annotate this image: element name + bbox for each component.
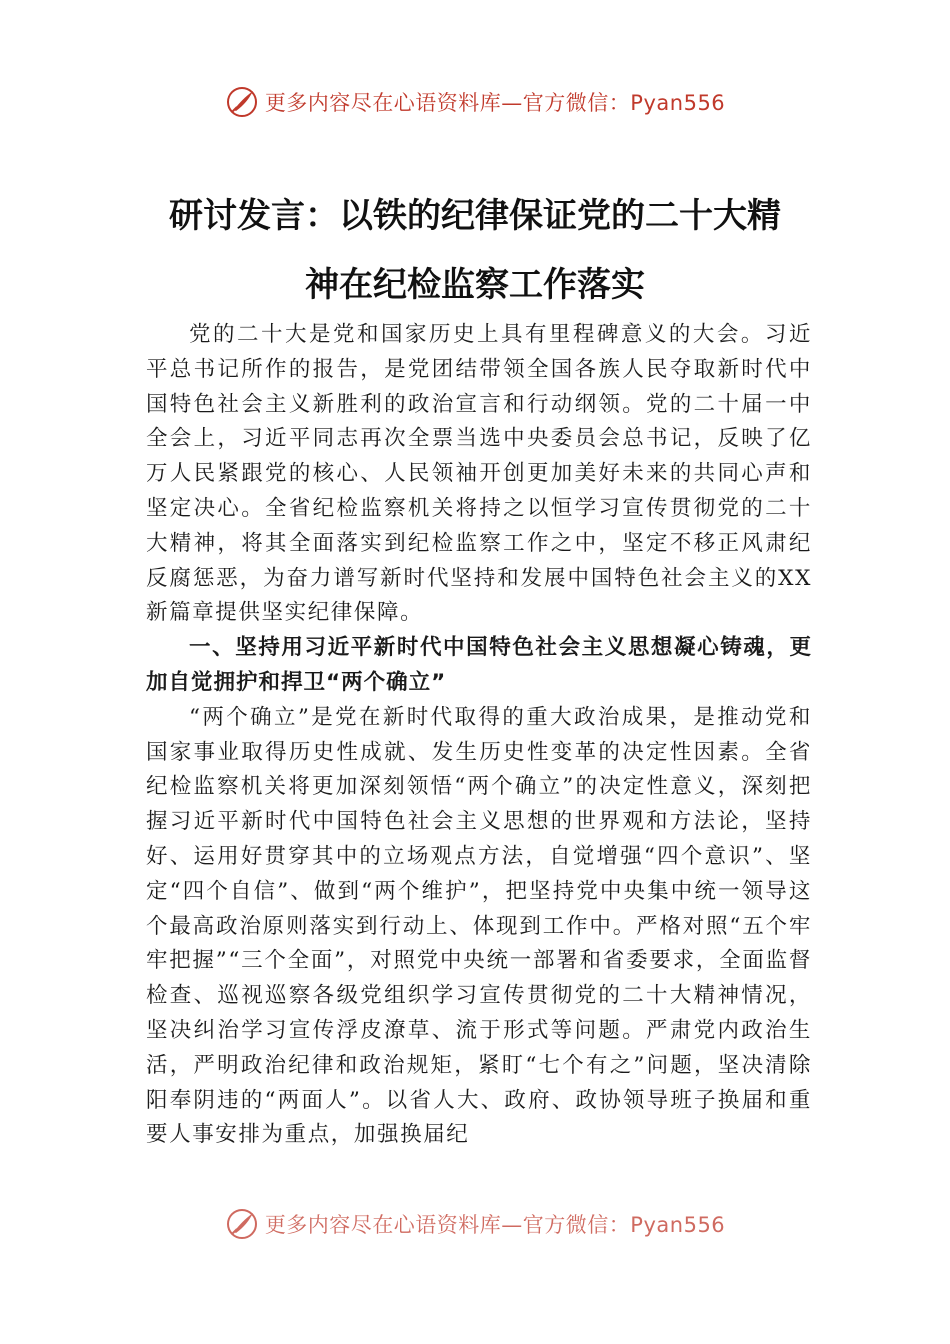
paragraph-intro: 党的二十大是党和国家历史上具有里程碑意义的大会。习近平总书记所作的报告，是党团结带领全国各族人民夺取新时代中国特色社会主义新胜利的政治宣言和行动纲领。党的二十届一中全会上，习近平同志再次全票当选中央委员会总书记，反映了亿万人民紧跟党的核心、人民领袖开创更加美好未来的共同心声和坚定决心。全省纪检监察机关将持之以恒学习宣传贯彻党的二十大精神，将其全面落实到纪检监察工作之中，坚定不移正风肃纪反腐惩恶，为奋力谱写新时代坚持和发展中国特色社会主义的XX新篇章提供坚实纪律保障。 (146, 322, 812, 626)
watermark-header (0, 82, 950, 122)
watermark-footer (0, 1204, 950, 1244)
section-heading-1: 一、坚持用习近平新时代中国特色社会主义思想凝心铸魂，更加自觉拥护和捍卫“两个确立” (146, 635, 812, 695)
document-body (146, 318, 812, 1153)
quill-logo-icon (225, 1207, 259, 1241)
quill-logo-icon (225, 85, 259, 119)
paragraph-section-1: “两个确立”是党在新时代取得的重大政治成果，是推动党和国家事业取得历史性成就、发生历史性变革的决定性因素。全省纪检监察机关将更加深刻领悟“两个确立”的决定性意义，深刻把握习近平新时代中国特色社会主义思想的世界观和方法论，坚持好、运用好贯穿其中的立场观点方法，自觉增强“四个意识”、坚定“四个自信”、做到“两个维护”，把坚持党中央集中统一领导这个最高政治原则落实到行动上、体现到工作中。严格对照“五个牢牢把握”“三个全面”，对照党中央统一部署和省委要求，全面监督检查、巡视巡察各级党组织学习宣传贯彻党的二十大精神情况，坚决纠治学习宣传浮皮潦草、流于形式等问题。严肃党内政治生活，严明政治纪律和政治规矩，紧盯“七个有之”问题，坚决清除阳奉阴违的“两面人”。以省人大、政府、政协领导班子换届和重要人事安排为重点，加强换届纪 (146, 704, 812, 1148)
document-title-line-2: 神在纪检监察工作落实 (305, 265, 645, 305)
document-title-line-1: 研讨发言：以铁的纪律保证党的二十大精 (169, 196, 781, 236)
watermark-text: 更多内容尽在心语资料库—官方微信：Pyan556 (264, 1213, 726, 1237)
watermark-text: 更多内容尽在心语资料库—官方微信：Pyan556 (264, 91, 726, 115)
